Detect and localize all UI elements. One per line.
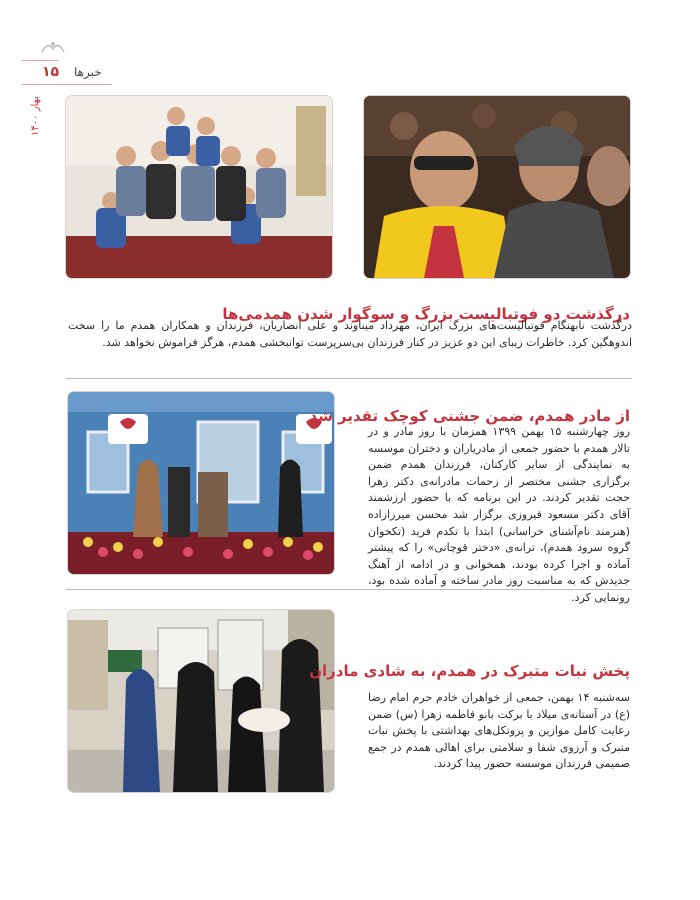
header-rule-short <box>22 60 58 61</box>
issue-date: بهار ۱۴۰۰ <box>30 96 41 136</box>
article-1-body: درگذشت نابهنگام فوتبالیست‌های بزرگ ایران، مهرداد میناوند و علی انصاریان، فرزندان و همکاران همدم ما را سخت اندوهگین کرد. خاطرات زیبای این دو عزیز در کنار فرزندان بی‌سرپرست توانبخشی همدم، هرگز فراموش نخواهد شد. <box>68 319 632 349</box>
article-2-body: روز چهارشنبه ۱۵ بهمن ۱۳۹۹ همزمان با روز مادر و در تالار همدم با حضور جمعی از مادریاران و دختران موسسه به نمایندگی از سایر کارکنان، فرزندان همدم ضمن برگزاری جشنی مختصر از زحمات مادرانه‌ی دکتر زهرا حجت تقدیر کردند. در این برنامه که با حضور ارزشمند آقای دکتر مسعود فیروزی برگزار شد محسن میرزازاده (هنرمند نام‌آشنای خراسانی) ابتدا با تکدم فرید (تکخوان گروه سرود همدم)، ترانه‌ی «دختر قوچانی» را که پیشتر آماده و اجرا کرده بودند، همخوانی و در ادامه از آهنگ جدیدش که به مناسبت روز مادر ساخته و آماده شده بود، رونمایی کرد. <box>368 425 631 604</box>
page-number: ۱۵ <box>42 64 60 80</box>
divider <box>66 378 632 379</box>
article-3-body: سه‌شنبه ۱۴ بهمن، جمعی از خواهران خادم حرم امام رضا (ع) در آستانه‌ی میلاد با برکت بانو فاطمه زهرا (س) ضمن رعایت کامل موازین و پروتکل‌های بهداشتی با پخش نبات متبرک و آرزوی شفا و سلامتی برای اهالی همدم در جمع صمیمی فرزندان موسسه حضور پیدا کردند. <box>368 691 630 771</box>
article-3-headline: پخش نبات متبرک در همدم، به شادی مادران <box>309 662 630 681</box>
photo-nabat-distribution <box>68 610 334 792</box>
header-rule <box>22 84 112 85</box>
article-2-headline: از مادر همدم، ضمن جشنی کوچک تقدیر شد <box>309 407 630 426</box>
photo-audience <box>364 96 630 278</box>
divider <box>66 589 632 590</box>
photo-group-children <box>66 96 332 278</box>
article-1-headline: درگذشت دو فوتبالیست بزرگ و سوگوار شدن همدمی‌ها <box>222 305 630 324</box>
section-name: خبرها <box>74 65 102 79</box>
photo-mothers-day-stage <box>68 392 334 574</box>
logo-icon <box>40 40 66 56</box>
